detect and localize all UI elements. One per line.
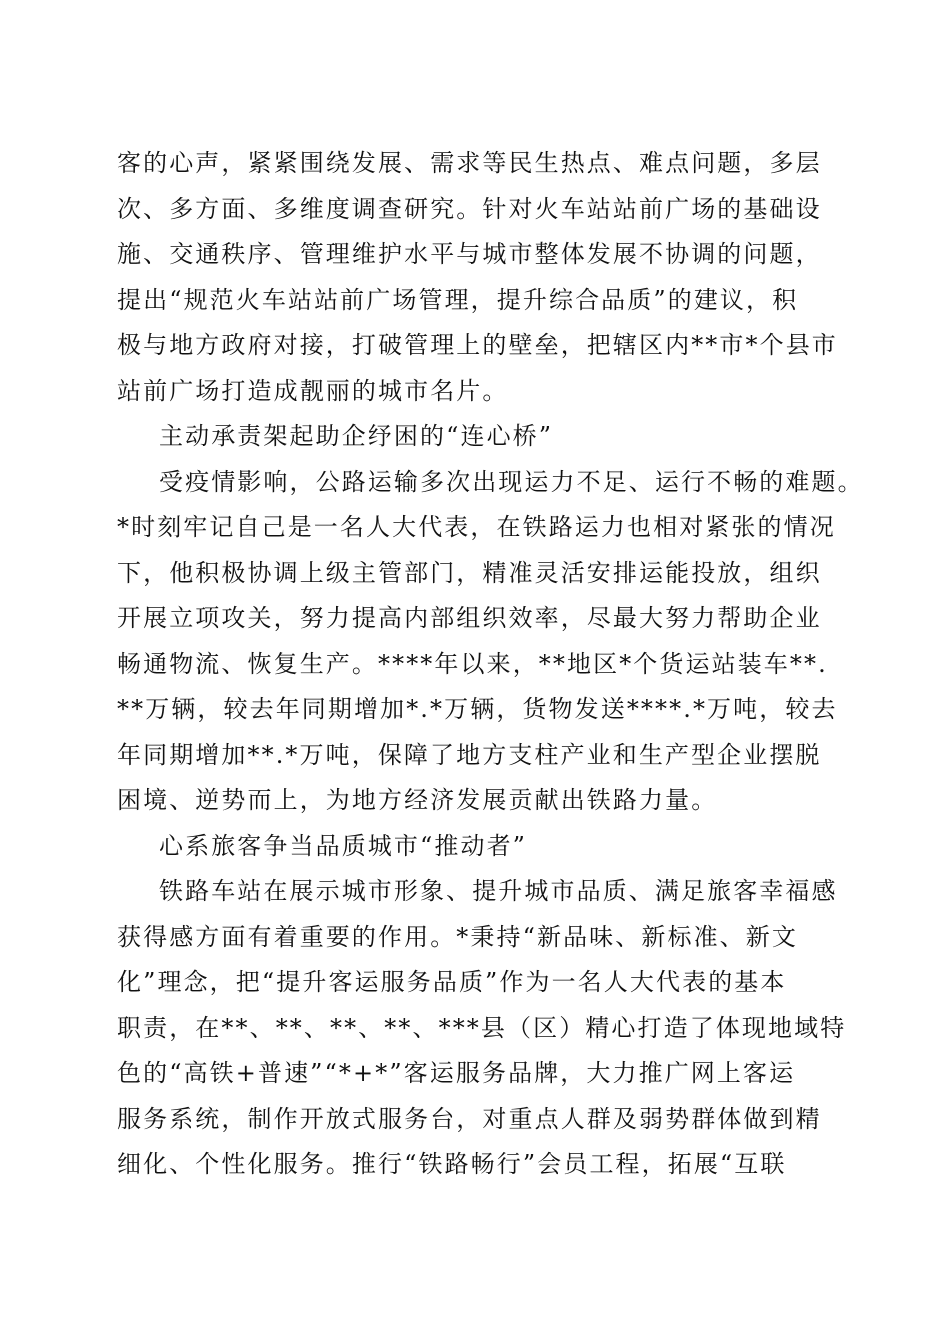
paragraph-line: 站前广场打造成靓丽的城市名片。: [117, 376, 509, 405]
body-text: [117, 141, 864, 1188]
paragraph-line: 极与地方政府对接，打破管理上的壁垒，把辖区内**市*个县市: [117, 331, 838, 359]
paragraph-line: 施、交通秩序、管理维护水平与城市整体发展不协调的问题，: [117, 240, 822, 268]
paragraph-line: 下，他积极协调上级主管部门，精准灵活安排运能投放，组织: [117, 558, 822, 587]
paragraph-line: 受疫情影响，公路运输多次出现运力不足、运行不畅的难题。: [159, 467, 864, 496]
paragraph-line: **万辆，较去年同期增加*.*万辆，货物发送****.*万吨，较去: [117, 695, 838, 723]
paragraph-line: 细化、个性化服务。推行“铁路畅行”会员工程，拓展“互联: [117, 1150, 787, 1178]
paragraph-line: 色的“高铁+普速”“*+*”客运服务品牌，大力推广网上客运: [117, 1059, 796, 1087]
paragraph-line: 铁路车站在展示城市形象、提升城市品质、满足旅客幸福感: [159, 877, 838, 905]
paragraph-line: 年同期增加**.*万吨，保障了地方支柱产业和生产型企业摆脱: [117, 740, 822, 769]
paragraph-line: 提出“规范火车站站前广场管理，提升综合品质”的建议，积: [117, 285, 799, 314]
paragraph-line: 畅通物流、恢复生产。****年以来，**地区*个货运站装车**.: [117, 649, 828, 678]
paragraph-line: *时刻牢记自己是一名人大代表，在铁路运力也相对紧张的情况: [117, 513, 836, 541]
paragraph-line: 化”理念，把“提升客运服务品质”作为一名人大代表的基本: [117, 968, 787, 996]
paragraph-line: 获得感方面有着重要的作用。*秉持“新品味、新标准、新文: [117, 922, 798, 951]
paragraph-line: 开展立项攻关，努力提高内部组织效率，尽最大努力帮助企业: [117, 604, 822, 632]
paragraph-line: 困境、逆势而上，为地方经济发展贡献出铁路力量。: [117, 786, 718, 814]
paragraph-line: 客的心声，紧紧围绕发展、需求等民生热点、难点问题，多层: [117, 149, 822, 177]
paragraph-line: 服务系统，制作开放式服务台，对重点人群及弱势群体做到精: [117, 1104, 822, 1133]
section-heading: 心系旅客争当品质城市“推动者”: [159, 831, 528, 860]
paragraph-line: 职责，在**、**、**、**、***县（区）精心打造了体现地域特: [117, 1013, 847, 1042]
section-heading: 主动承责架起助企纾困的“连心桥”: [159, 422, 554, 450]
paragraph-line: 次、多方面、多维度调查研究。针对火车站站前广场的基础设: [117, 194, 822, 223]
